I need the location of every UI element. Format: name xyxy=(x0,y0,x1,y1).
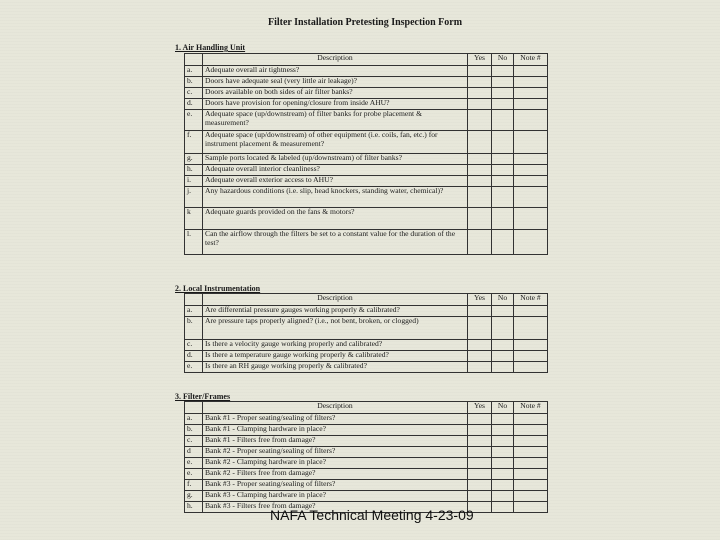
row-description: Bank #2 - Filters free from damage? xyxy=(203,469,468,480)
yes-column-header: Yes xyxy=(468,54,492,66)
row-letter: b. xyxy=(185,425,203,436)
no-checkbox-cell[interactable] xyxy=(492,340,514,351)
row-description: Is there a temperature gauge working properly & calibrated? xyxy=(203,351,468,362)
no-checkbox-cell[interactable] xyxy=(492,77,514,88)
table-row xyxy=(185,425,548,436)
section-heading-air-handling-unit: 1. Air Handling Unit xyxy=(175,43,246,52)
note-cell[interactable] xyxy=(514,458,548,469)
note-cell[interactable] xyxy=(514,425,548,436)
note-column-header: Note # xyxy=(514,294,548,306)
note-cell[interactable] xyxy=(514,447,548,458)
yes-checkbox-cell[interactable] xyxy=(468,176,492,187)
yes-checkbox-cell[interactable] xyxy=(468,425,492,436)
row-description: Bank #1 - Filters free from damage? xyxy=(203,436,468,447)
no-checkbox-cell[interactable] xyxy=(492,208,514,230)
row-description: Doors have adequate seal (very little air leakage)? xyxy=(203,77,468,88)
table-row xyxy=(185,469,548,480)
no-checkbox-cell[interactable] xyxy=(492,414,514,425)
letter-column-header xyxy=(185,54,203,66)
row-description: Adequate overall exterior access to AHU? xyxy=(203,176,468,187)
yes-column-header: Yes xyxy=(468,294,492,306)
note-cell[interactable] xyxy=(514,77,548,88)
yes-checkbox-cell[interactable] xyxy=(468,165,492,176)
no-checkbox-cell[interactable] xyxy=(492,447,514,458)
yes-checkbox-cell[interactable] xyxy=(468,340,492,351)
row-description: Bank #1 - Proper seating/sealing of filters? xyxy=(203,414,468,425)
row-description: Bank #3 - Proper seating/sealing of filters? xyxy=(203,480,468,491)
note-column-header: Note # xyxy=(514,54,548,66)
no-checkbox-cell[interactable] xyxy=(492,491,514,502)
row-letter: a. xyxy=(185,66,203,77)
no-checkbox-cell[interactable] xyxy=(492,362,514,373)
yes-checkbox-cell[interactable] xyxy=(468,480,492,491)
row-description: Bank #2 - Proper seating/sealing of filters? xyxy=(203,447,468,458)
yes-checkbox-cell[interactable] xyxy=(468,77,492,88)
no-checkbox-cell[interactable] xyxy=(492,480,514,491)
no-column-header: No xyxy=(492,54,514,66)
table-row xyxy=(185,230,548,255)
table-row xyxy=(185,491,548,502)
row-letter: g. xyxy=(185,154,203,165)
table-row xyxy=(185,458,548,469)
row-letter: e. xyxy=(185,458,203,469)
no-checkbox-cell[interactable] xyxy=(492,165,514,176)
row-description: Are pressure taps properly aligned? (i.e., not bent, broken, or clogged) xyxy=(203,317,468,340)
note-cell[interactable] xyxy=(514,154,548,165)
note-cell[interactable] xyxy=(514,88,548,99)
row-letter: l. xyxy=(185,230,203,255)
yes-checkbox-cell[interactable] xyxy=(468,362,492,373)
row-description: Can the airflow through the filters be set to a constant value for the duration of the test? xyxy=(203,230,468,255)
yes-checkbox-cell[interactable] xyxy=(468,187,492,208)
note-cell[interactable] xyxy=(514,110,548,131)
yes-checkbox-cell[interactable] xyxy=(468,66,492,77)
row-letter: d. xyxy=(185,351,203,362)
row-letter: j. xyxy=(185,187,203,208)
table-row xyxy=(185,480,548,491)
yes-column-header: Yes xyxy=(468,402,492,414)
note-cell[interactable] xyxy=(514,340,548,351)
note-cell[interactable] xyxy=(514,414,548,425)
row-letter: f. xyxy=(185,480,203,491)
section-heading-local-instrumentation: 2. Local Instrumentation xyxy=(175,284,261,293)
row-letter: f. xyxy=(185,131,203,154)
no-checkbox-cell[interactable] xyxy=(492,502,514,513)
note-cell[interactable] xyxy=(514,362,548,373)
yes-checkbox-cell[interactable] xyxy=(468,88,492,99)
table-row xyxy=(185,154,548,165)
yes-checkbox-cell[interactable] xyxy=(468,99,492,110)
note-cell[interactable] xyxy=(514,436,548,447)
note-cell[interactable] xyxy=(514,351,548,362)
no-checkbox-cell[interactable] xyxy=(492,110,514,131)
yes-checkbox-cell[interactable] xyxy=(468,491,492,502)
note-cell[interactable] xyxy=(514,66,548,77)
yes-checkbox-cell[interactable] xyxy=(468,414,492,425)
no-checkbox-cell[interactable] xyxy=(492,66,514,77)
note-cell[interactable] xyxy=(514,469,548,480)
air-handling-unit-table xyxy=(184,53,548,255)
note-cell[interactable] xyxy=(514,491,548,502)
table-row xyxy=(185,340,548,351)
note-cell[interactable] xyxy=(514,208,548,230)
row-letter: c. xyxy=(185,340,203,351)
yes-checkbox-cell[interactable] xyxy=(468,208,492,230)
table-row xyxy=(185,110,548,131)
table-row xyxy=(185,306,548,317)
note-cell[interactable] xyxy=(514,306,548,317)
row-letter: k xyxy=(185,208,203,230)
table-row xyxy=(185,165,548,176)
no-checkbox-cell[interactable] xyxy=(492,230,514,255)
description-column-header: Description xyxy=(203,402,468,414)
row-letter: e. xyxy=(185,469,203,480)
row-description: Adequate overall air tightness? xyxy=(203,66,468,77)
no-column-header: No xyxy=(492,402,514,414)
note-cell[interactable] xyxy=(514,176,548,187)
yes-checkbox-cell[interactable] xyxy=(468,110,492,131)
table-row xyxy=(185,208,548,230)
no-checkbox-cell[interactable] xyxy=(492,317,514,340)
table-row xyxy=(185,176,548,187)
note-cell[interactable] xyxy=(514,502,548,513)
table-row xyxy=(185,99,548,110)
yes-checkbox-cell[interactable] xyxy=(468,131,492,154)
row-description: Adequate overall interior cleanliness? xyxy=(203,165,468,176)
row-letter: a. xyxy=(185,306,203,317)
no-checkbox-cell[interactable] xyxy=(492,176,514,187)
yes-checkbox-cell[interactable] xyxy=(468,436,492,447)
row-letter: e. xyxy=(185,110,203,131)
yes-checkbox-cell[interactable] xyxy=(468,317,492,340)
note-cell[interactable] xyxy=(514,317,548,340)
no-column-header: No xyxy=(492,294,514,306)
table-row xyxy=(185,131,548,154)
filter-frames-table xyxy=(184,401,548,513)
table-header-row xyxy=(185,54,548,66)
yes-checkbox-cell[interactable] xyxy=(468,469,492,480)
table-row xyxy=(185,414,548,425)
table-row xyxy=(185,447,548,458)
row-description: Doors available on both sides of air filter banks? xyxy=(203,88,468,99)
no-checkbox-cell[interactable] xyxy=(492,351,514,362)
table-row xyxy=(185,317,548,340)
form-title: Filter Installation Pretesting Inspection Form xyxy=(267,17,463,28)
no-checkbox-cell[interactable] xyxy=(492,131,514,154)
local-instrumentation-table xyxy=(184,293,548,373)
yes-checkbox-cell[interactable] xyxy=(468,351,492,362)
table-row xyxy=(185,88,548,99)
no-checkbox-cell[interactable] xyxy=(492,187,514,208)
note-column-header: Note # xyxy=(514,402,548,414)
note-cell[interactable] xyxy=(514,99,548,110)
row-letter: i. xyxy=(185,176,203,187)
note-cell[interactable] xyxy=(514,165,548,176)
row-letter: d. xyxy=(185,99,203,110)
row-description: Bank #1 - Clamping hardware in place? xyxy=(203,425,468,436)
row-letter: c. xyxy=(185,436,203,447)
table-row xyxy=(185,351,548,362)
table-row xyxy=(185,77,548,88)
row-description: Are differential pressure gauges working properly & calibrated? xyxy=(203,306,468,317)
letter-column-header xyxy=(185,402,203,414)
description-column-header: Description xyxy=(203,54,468,66)
row-description: Doors have provision for opening/closure from inside AHU? xyxy=(203,99,468,110)
row-letter: a. xyxy=(185,414,203,425)
row-description: Adequate space (up/downstream) of filter banks for probe placement & measurement? xyxy=(203,110,468,131)
yes-checkbox-cell[interactable] xyxy=(468,306,492,317)
row-letter: e. xyxy=(185,362,203,373)
no-checkbox-cell[interactable] xyxy=(492,99,514,110)
footer-caption: NAFA Technical Meeting 4-23-09 xyxy=(270,507,474,523)
table-header-row xyxy=(185,402,548,414)
yes-checkbox-cell[interactable] xyxy=(468,458,492,469)
note-cell[interactable] xyxy=(514,187,548,208)
row-description: Is there an RH gauge working properly & calibrated? xyxy=(203,362,468,373)
yes-checkbox-cell[interactable] xyxy=(468,230,492,255)
no-checkbox-cell[interactable] xyxy=(492,88,514,99)
note-cell[interactable] xyxy=(514,230,548,255)
row-letter: d xyxy=(185,447,203,458)
row-letter: c. xyxy=(185,88,203,99)
row-description: Adequate space (up/downstream) of other equipment (i.e. coils, fan, etc.) for instrument placement & measurement? xyxy=(203,131,468,154)
yes-checkbox-cell[interactable] xyxy=(468,154,492,165)
table-row xyxy=(185,436,548,447)
row-letter: g. xyxy=(185,491,203,502)
row-description: Adequate guards provided on the fans & motors? xyxy=(203,208,468,230)
no-checkbox-cell[interactable] xyxy=(492,306,514,317)
no-checkbox-cell[interactable] xyxy=(492,436,514,447)
no-checkbox-cell[interactable] xyxy=(492,469,514,480)
row-letter: h. xyxy=(185,165,203,176)
yes-checkbox-cell[interactable] xyxy=(468,447,492,458)
row-letter: h. xyxy=(185,502,203,513)
row-description: Bank #3 - Filters free from damage? xyxy=(203,502,468,513)
table-row xyxy=(185,362,548,373)
table-row xyxy=(185,187,548,208)
note-cell[interactable] xyxy=(514,480,548,491)
table-row xyxy=(185,66,548,77)
description-column-header: Description xyxy=(203,294,468,306)
no-checkbox-cell[interactable] xyxy=(492,154,514,165)
row-description: Bank #2 - Clamping hardware in place? xyxy=(203,458,468,469)
row-description: Sample ports located & labeled (up/downstream) of filter banks? xyxy=(203,154,468,165)
row-letter: b. xyxy=(185,317,203,340)
note-cell[interactable] xyxy=(514,131,548,154)
no-checkbox-cell[interactable] xyxy=(492,458,514,469)
table-header-row xyxy=(185,294,548,306)
section-heading-filter-frames: 3. Filter/Frames xyxy=(175,392,231,401)
no-checkbox-cell[interactable] xyxy=(492,425,514,436)
row-description: Any hazardous conditions (i.e. slip, head knockers, standing water, chemical)? xyxy=(203,187,468,208)
row-description: Bank #3 - Clamping hardware in place? xyxy=(203,491,468,502)
row-letter: b. xyxy=(185,77,203,88)
row-description: Is there a velocity gauge working properly and calibrated? xyxy=(203,340,468,351)
letter-column-header xyxy=(185,294,203,306)
